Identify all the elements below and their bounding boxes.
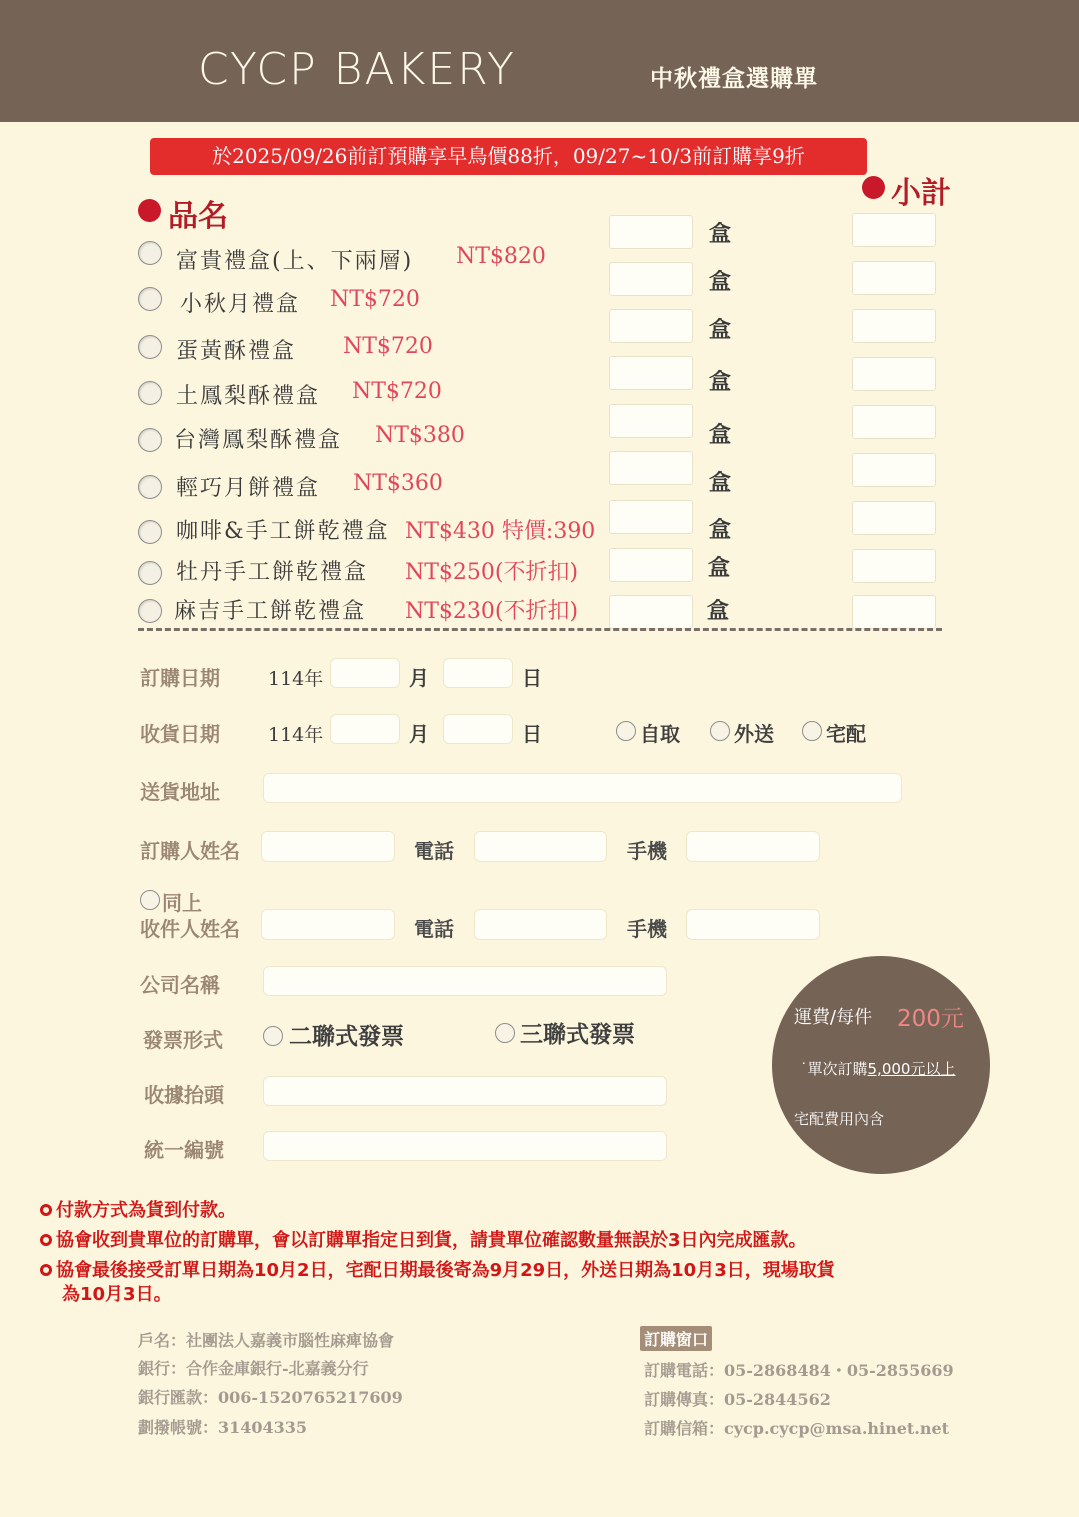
shipping-fee: 200元 <box>897 1006 964 1032</box>
quantity-input[interactable] <box>609 262 693 296</box>
product-price: NT$430 特價:390 <box>405 519 596 544</box>
product-price: NT$250(不折扣) <box>405 560 579 585</box>
receive-date-label: 收貨日期 <box>140 722 220 746</box>
contact-fax: 訂購傳真：05-2844562 <box>644 1390 831 1409</box>
orderer-phone-label: 電話 <box>414 839 454 863</box>
product-radio[interactable] <box>138 287 162 311</box>
subtotal-input[interactable] <box>852 309 936 343</box>
subtotal-input[interactable] <box>852 405 936 439</box>
bullet-icon <box>40 1234 52 1246</box>
invoice-3-radio[interactable] <box>495 1023 515 1043</box>
company-input[interactable] <box>263 966 667 996</box>
receiver-mobile-input[interactable] <box>686 909 820 940</box>
product-price: NT$720 <box>330 287 420 312</box>
invoice-type-label: 發票形式 <box>143 1028 223 1052</box>
product-radio[interactable] <box>138 599 162 623</box>
postal-account: 劃撥帳號：31404335 <box>138 1418 308 1437</box>
product-name: 咖啡&手工餅乾禮盒 <box>176 519 390 544</box>
bank-name: 銀行：合作金庫銀行-北嘉義分行 <box>138 1359 369 1378</box>
bullet-icon <box>40 1264 52 1276</box>
bank-remit: 銀行匯款：006-1520765217609 <box>138 1388 403 1407</box>
subtotal-input[interactable] <box>852 549 936 583</box>
unit-label: 盒 <box>707 598 730 624</box>
orderer-phone-input[interactable] <box>474 831 607 862</box>
product-radio[interactable] <box>138 475 162 499</box>
product-name: 牡丹手工餅乾禮盒 <box>176 560 369 585</box>
order-year-label: 114年 <box>268 668 324 690</box>
quantity-input[interactable] <box>609 309 693 343</box>
order-day-input[interactable] <box>443 658 513 688</box>
product-heading-dot-icon <box>138 199 161 222</box>
product-name: 麻吉手工餅乾禮盒 <box>174 599 367 624</box>
order-window-badge: 訂購窗口 <box>640 1326 712 1351</box>
receive-month-label: 月 <box>409 722 429 746</box>
receive-month-input[interactable] <box>330 714 400 744</box>
product-price: NT$720 <box>343 334 433 359</box>
note-text-continued: 為10月3日。 <box>62 1284 172 1305</box>
shipping-note-suffix: 宅配費用內含 <box>794 1110 885 1128</box>
tax-id-input[interactable] <box>263 1131 667 1161</box>
product-price: NT$820 <box>456 244 546 269</box>
unit-label: 盒 <box>709 317 732 343</box>
orderer-mobile-input[interactable] <box>686 831 820 862</box>
orderer-mobile-label: 手機 <box>627 839 667 863</box>
product-name: 蛋黃酥禮盒 <box>176 339 297 364</box>
subtotal-input[interactable] <box>852 595 936 629</box>
unit-label: 盒 <box>709 221 732 247</box>
receiver-name-input[interactable] <box>261 909 395 940</box>
subtotal-input[interactable] <box>852 453 936 487</box>
quantity-input[interactable] <box>609 500 693 534</box>
note-text: 付款方式為貨到付款。 <box>56 1200 236 1221</box>
quantity-input[interactable] <box>609 215 693 249</box>
product-price: NT$230(不折扣) <box>405 599 579 624</box>
receive-year-label: 114年 <box>268 724 324 746</box>
same-as-above-radio[interactable] <box>140 890 160 910</box>
receive-day-input[interactable] <box>443 714 513 744</box>
product-name: 土鳳梨酥禮盒 <box>176 384 321 409</box>
shipping-note <box>800 1058 955 1079</box>
product-price: NT$720 <box>352 379 442 404</box>
brand-title: CYCP BAKERY <box>198 44 516 95</box>
unit-label: 盒 <box>709 422 732 448</box>
orderer-name-label: 訂購人姓名 <box>140 839 240 863</box>
pickup-radio[interactable] <box>616 721 636 741</box>
note-text: 協會收到貴單位的訂購單，會以訂購單指定日到貨，請貴單位確認數量無誤於3日內完成匯款。 <box>56 1230 807 1251</box>
product-price: NT$360 <box>353 471 443 496</box>
product-radio[interactable] <box>138 241 162 265</box>
product-radio[interactable] <box>138 335 162 359</box>
receiver-phone-input[interactable] <box>474 909 607 940</box>
subtotal-input[interactable] <box>852 501 936 535</box>
product-name: 小秋月禮盒 <box>180 292 301 317</box>
tax-id-label: 統一編號 <box>144 1138 224 1162</box>
form-title: 中秋禮盒選購單 <box>650 66 818 92</box>
shipping-label: 運費/每件 <box>794 1007 873 1028</box>
dashed-divider <box>138 628 942 631</box>
contact-email[interactable]: 訂購信箱：cycp.cycp@msa.hinet.net <box>644 1419 950 1438</box>
note-text: 協會最後接受訂單日期為10月2日，宅配日期最後寄為9月29日，外送日期為10月3日，現場取貨 <box>56 1260 835 1281</box>
quantity-input[interactable] <box>609 404 693 438</box>
promo-banner: 於2025/09/26前訂預購享早鳥價88折，09/27~10/3前訂購享9折 <box>150 138 867 175</box>
product-radio[interactable] <box>138 428 162 452</box>
unit-label: 盒 <box>709 470 732 496</box>
delivery-radio[interactable] <box>710 721 730 741</box>
order-month-label: 月 <box>409 666 429 690</box>
product-radio[interactable] <box>138 520 162 544</box>
product-name: 輕巧月餅禮盒 <box>176 476 321 501</box>
unit-label: 盒 <box>708 555 731 581</box>
subtotal-heading-dot-icon <box>862 176 885 199</box>
shipping-note-amount: 5,000元以上 <box>867 1060 956 1078</box>
note-item <box>40 1256 835 1282</box>
product-name: 台灣鳳梨酥禮盒 <box>174 428 343 453</box>
delivery-label: 外送 <box>734 722 774 746</box>
product-radio[interactable] <box>138 381 162 405</box>
home-delivery-radio[interactable] <box>802 721 822 741</box>
product-heading: 品名 <box>168 199 228 234</box>
receiver-name-label: 收件人姓名 <box>140 917 240 941</box>
receipt-title-input[interactable] <box>263 1076 667 1106</box>
receiver-mobile-label: 手機 <box>627 917 667 941</box>
address-label: 送貨地址 <box>140 780 220 804</box>
contact-phone: 訂購電話：05-2868484・05-2855669 <box>644 1361 954 1380</box>
product-radio[interactable] <box>138 561 162 585</box>
orderer-name-input[interactable] <box>261 831 395 862</box>
product-name: 富貴禮盒(上、下兩層) <box>176 249 414 274</box>
unit-label: 盒 <box>709 269 732 295</box>
invoice-3-label: 三聯式發票 <box>520 1021 635 1048</box>
note-item <box>40 1196 236 1222</box>
receive-day-label: 日 <box>522 722 542 746</box>
receiver-phone-label: 電話 <box>414 917 454 941</box>
subtotal-heading: 小計 <box>891 176 951 211</box>
quantity-input[interactable] <box>609 595 693 629</box>
shipping-note-prefix: ˙單次訂購 <box>800 1060 868 1078</box>
invoice-2-label: 二聯式發票 <box>289 1023 404 1050</box>
order-month-input[interactable] <box>330 658 400 688</box>
bank-account-name: 戶名：社團法人嘉義市腦性麻痺協會 <box>138 1331 395 1350</box>
unit-label: 盒 <box>709 369 732 395</box>
subtotal-input[interactable] <box>852 357 936 391</box>
subtotal-input[interactable] <box>852 261 936 295</box>
company-label: 公司名稱 <box>140 973 220 997</box>
header-bar <box>0 0 1079 122</box>
order-day-label: 日 <box>522 666 542 690</box>
quantity-input[interactable] <box>609 548 693 582</box>
address-input[interactable] <box>263 773 902 803</box>
home-delivery-label: 宅配 <box>826 722 866 746</box>
invoice-2-radio[interactable] <box>263 1026 283 1046</box>
note-item <box>40 1226 807 1252</box>
same-as-above-label: 同上 <box>162 891 202 915</box>
product-price: NT$380 <box>375 423 465 448</box>
quantity-input[interactable] <box>609 356 693 390</box>
unit-label: 盒 <box>709 517 732 543</box>
receipt-title-label: 收據抬頭 <box>144 1083 224 1107</box>
order-date-label: 訂購日期 <box>140 666 220 690</box>
pickup-label: 自取 <box>640 722 680 746</box>
quantity-input[interactable] <box>609 451 693 485</box>
bullet-icon <box>40 1204 52 1216</box>
subtotal-input[interactable] <box>852 213 936 247</box>
